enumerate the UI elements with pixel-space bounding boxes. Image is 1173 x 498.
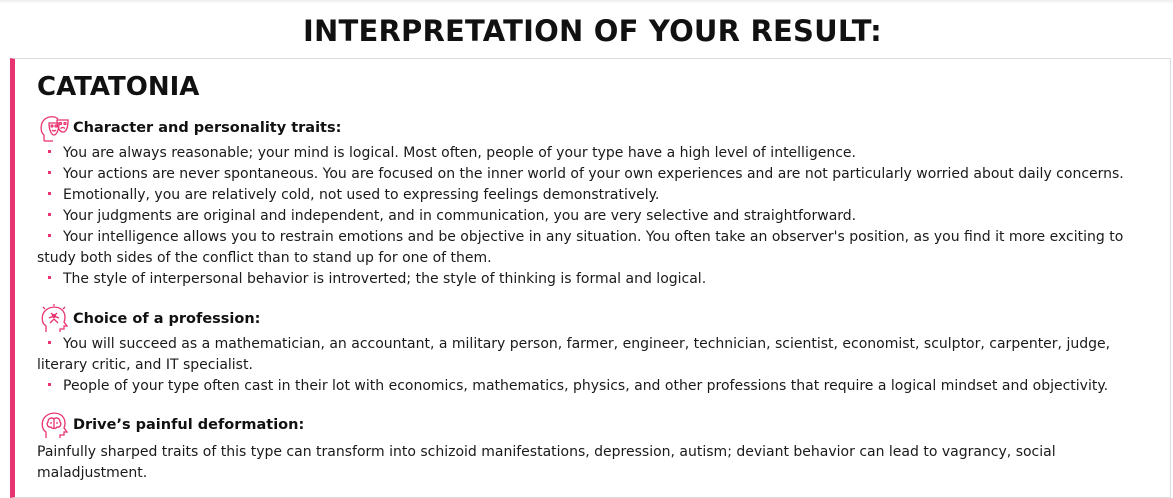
bullet-marker	[48, 234, 51, 237]
masks-head-icon	[37, 111, 71, 145]
section-profession-header	[37, 302, 260, 336]
deformation-text: Painfully sharped traits of this type can transform into schizoid manifestations, depression, autism; deviant behavior can lead to vagrancy, social maladjustment.	[37, 444, 1056, 481]
list-item: People of your type often cast in their lot with economics, mathematics, physics, and other professions that require a logical mindset and objectivity.	[37, 376, 1157, 397]
list-item: You are always reasonable; your mind is logical. Most often, people of your type have a high level of intelligence.	[37, 143, 1157, 164]
result-card	[10, 58, 1171, 498]
bullet-marker	[48, 150, 51, 153]
traits-list	[37, 143, 1157, 290]
top-shadow	[0, 0, 1173, 4]
section-deformation-header	[37, 408, 304, 442]
bullet-marker	[48, 213, 51, 216]
bullet-marker	[48, 341, 51, 344]
list-item: Your judgments are original and independent, and in communication, you are very selective and straightforward.	[37, 206, 1157, 227]
idea-head-icon	[37, 302, 71, 336]
bullet-marker	[48, 276, 51, 279]
bullet-marker	[48, 171, 51, 174]
section-deformation-title: Drive’s painful deformation:	[73, 417, 305, 433]
section-traits-header	[37, 111, 341, 145]
list-item: Your actions are never spontaneous. You are focused on the inner world of your own experiences and are not particularly worried about daily concerns.	[37, 164, 1157, 185]
page-title: INTERPRETATION OF YOUR RESULT:	[303, 14, 882, 48]
profession-list	[37, 334, 1157, 397]
list-item: Emotionally, you are relatively cold, not used to expressing feelings demonstratively.	[37, 185, 1157, 206]
bullet-marker	[48, 383, 51, 386]
list-item: The style of interpersonal behavior is introverted; the style of thinking is formal and logical.	[37, 269, 1157, 290]
list-item: Your intelligence allows you to restrain emotions and be objective in any situation. You often take an observer's position, as you find it more exciting to study both sides of the conflict than to stand up for one of them.	[37, 229, 1124, 266]
section-traits-title: Character and personality traits:	[73, 120, 342, 136]
result-title: CATATONIA	[37, 72, 200, 102]
brain-head-icon	[37, 408, 71, 442]
bullet-marker	[48, 192, 51, 195]
list-item: You will succeed as a mathematician, an accountant, a military person, farmer, engineer, technician, scientist, economist, sculptor, carpenter, judge, literary critic, and IT specialist.	[37, 336, 1111, 373]
section-profession-title: Choice of a profession:	[73, 311, 261, 327]
